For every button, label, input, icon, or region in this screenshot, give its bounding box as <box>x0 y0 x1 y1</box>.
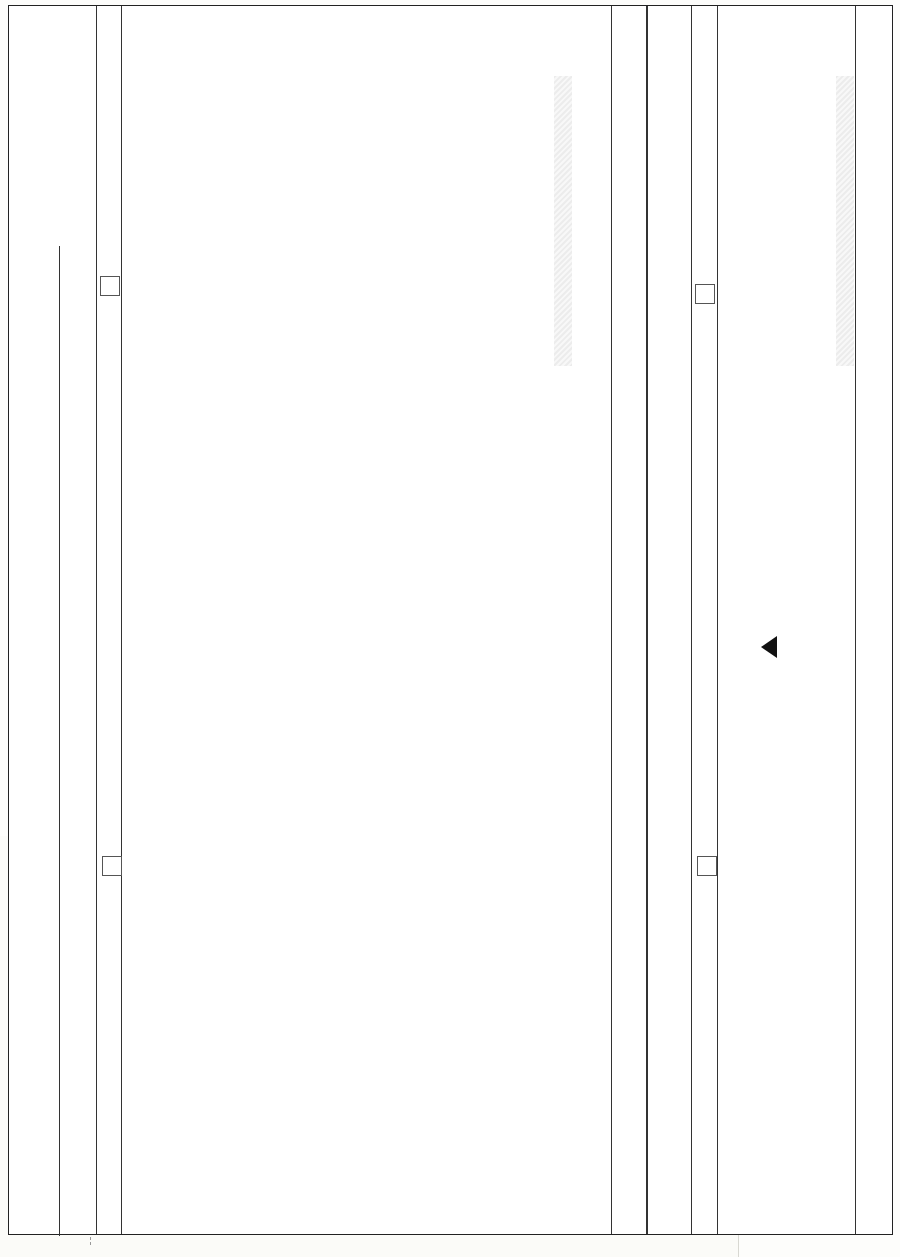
total-checkbox[interactable] <box>697 856 717 876</box>
arrow-icon <box>761 636 777 658</box>
payer-band <box>836 76 854 366</box>
to-pay-checkbox-2[interactable] <box>100 276 120 296</box>
payer-band-2 <box>554 76 572 366</box>
epd-document <box>8 5 893 1235</box>
total-checkbox-2[interactable] <box>102 856 122 876</box>
period-block <box>778 566 832 677</box>
to-pay-checkbox[interactable] <box>695 284 715 304</box>
